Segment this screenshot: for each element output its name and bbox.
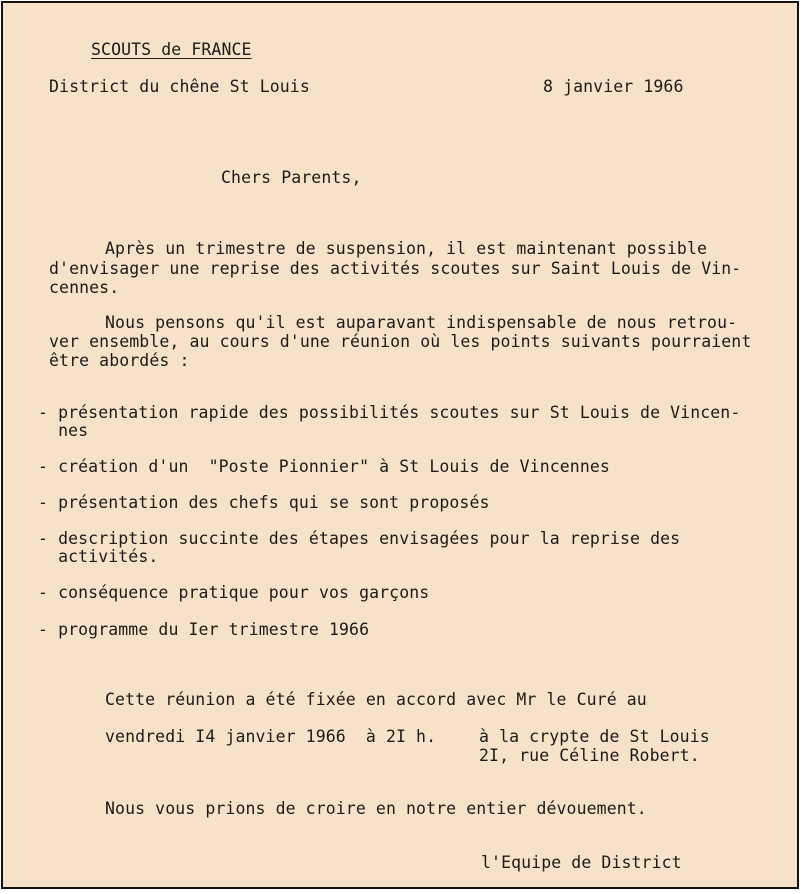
agenda-item-3: - présentation des chefs qui se sont proposés xyxy=(38,493,490,512)
salutation: Chers Parents, xyxy=(221,168,362,187)
meeting-when: vendredi I4 janvier 1966 à 2I h. xyxy=(105,727,437,746)
district-name: District du chêne St Louis xyxy=(49,77,310,96)
agenda-item-6: - programme du Ier trimestre 1966 xyxy=(38,620,370,639)
paragraph2-line1: Nous pensons qu'il est auparavant indispensable de nous retrou- xyxy=(105,313,738,332)
paragraph1-line1: Après un trimestre de suspension, il est maintenant possible xyxy=(105,239,708,258)
paragraph2-line3: être abordés : xyxy=(49,351,190,370)
agenda-item-4: - description succinte des étapes envisagées pour la reprise des xyxy=(38,529,681,548)
agenda-item-5: - conséquence pratique pour vos garçons xyxy=(38,583,430,602)
paragraph2-line2: ver ensemble, au cours d'une réunion où les points suivants pourraient xyxy=(49,332,752,351)
signature: l'Equipe de District xyxy=(481,853,682,872)
letter-date: 8 janvier 1966 xyxy=(543,77,684,96)
letter-page xyxy=(1,1,799,889)
meeting-where2: 2I, rue Céline Robert. xyxy=(479,746,700,765)
paragraph1-line2: d'envisager une reprise des activités scoutes sur Saint Louis de Vin- xyxy=(49,259,742,278)
agenda-item-4-cont: activités. xyxy=(38,547,159,566)
meeting-where1: à la crypte de St Louis xyxy=(479,727,710,746)
agenda-item-1: - présentation rapide des possibilités scoutes sur St Louis de Vincen- xyxy=(38,403,741,422)
closing-sentence: Nous vous prions de croire en notre entier dévouement. xyxy=(105,799,647,818)
organization-heading: SCOUTS de FRANCE xyxy=(91,40,252,59)
agenda-item-1-cont: nes xyxy=(38,421,89,440)
agenda-item-2: - création d'un "Poste Pionnier" à St Louis de Vincennes xyxy=(38,457,610,476)
meeting-line1: Cette réunion a été fixée en accord avec Mr le Curé au xyxy=(105,690,647,709)
paragraph1-line3: cennes. xyxy=(49,278,120,297)
